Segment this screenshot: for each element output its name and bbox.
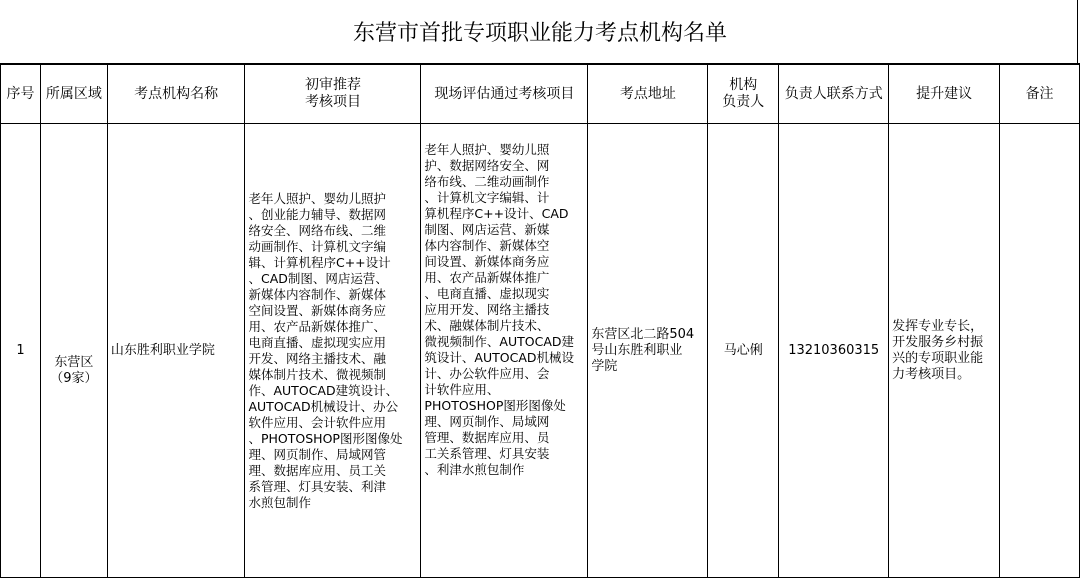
institution-table (0, 64, 1080, 578)
col-header-initial-items: 初审推荐 考核项目 (245, 65, 421, 124)
page-title (0, 0, 1080, 64)
cell-onsite-items: 老年人照护、婴幼儿照 护、数据网络安全、网 络布线、二维动画制作 、计算机文字编辑、计 算机程序C++设计、CAD 制图、网店运营、新媒 体内容制作、新媒体空 间设置、新媒体商务应 用、农产品新媒体推广 、电商直播、虚拟现实 应用开发、网络主播技 术、融媒体制片技术、 微视频制作、AUTOCAD建 筑设计、AUTOCAD机械设 计、办公软件应用、会 计软件应用、 PHOTOSHOP图形图像处 理、网页制作、局域网 管理、数据库应用、员 工关系管理、灯具安装 、利津水煎包制作 (421, 124, 588, 578)
col-header-remark: 备注 (1000, 65, 1080, 124)
page-title-text: 东营市首批专项职业能力考点机构名单 (352, 21, 727, 46)
col-header-advice: 提升建议 (889, 65, 1000, 124)
divider (1077, 0, 1078, 64)
col-header-contact: 负责人联系方式 (779, 65, 889, 124)
cell-remark (1000, 124, 1080, 578)
cell-contact: 13210360315 (779, 124, 889, 578)
cell-index: 1 (1, 124, 41, 578)
cell-institution: 山东胜利职业学院 (107, 124, 245, 578)
col-header-head: 机构 负责人 (708, 65, 779, 124)
col-header-index: 序号 (1, 65, 41, 124)
table-header-row (1, 65, 1080, 124)
col-header-district: 所属区域 (40, 65, 107, 124)
col-header-address: 考点地址 (588, 65, 708, 124)
col-header-onsite-items: 现场评估通过考核项目 (421, 65, 588, 124)
cell-district: 东营区 （9家） (40, 124, 107, 578)
cell-initial-items: 老年人照护、婴幼儿照护 、创业能力辅导、数据网 络安全、网络布线、二维 动画制作、计算机文字编 辑、计算机程序C++设计 、CAD制图、网店运营、 新媒体内容制作、新媒体 空间设置、新媒体商务应 用、农产品新媒体推广、 电商直播、虚拟现实应用 开发、网络主播技术、融 媒体制片技术、微视频制 作、AUTOCAD建筑设计、 AUTOCAD机械设计、办公 软件应用、会计软件应用 、PHOTOSHOP图形图像处 理、网页制作、局域网管 理、数据库应用、员工关 系管理、灯具安装、利津 水煎包制作 (245, 124, 421, 578)
cell-head: 马心俐 (708, 124, 779, 578)
table-row (1, 124, 1080, 578)
col-header-institution: 考点机构名称 (107, 65, 245, 124)
cell-address: 东营区北二路504 号山东胜利职业 学院 (588, 124, 708, 578)
cell-advice: 发挥专业专长， 开发服务乡村振 兴的专项职业能 力考核项目。 (889, 124, 1000, 578)
